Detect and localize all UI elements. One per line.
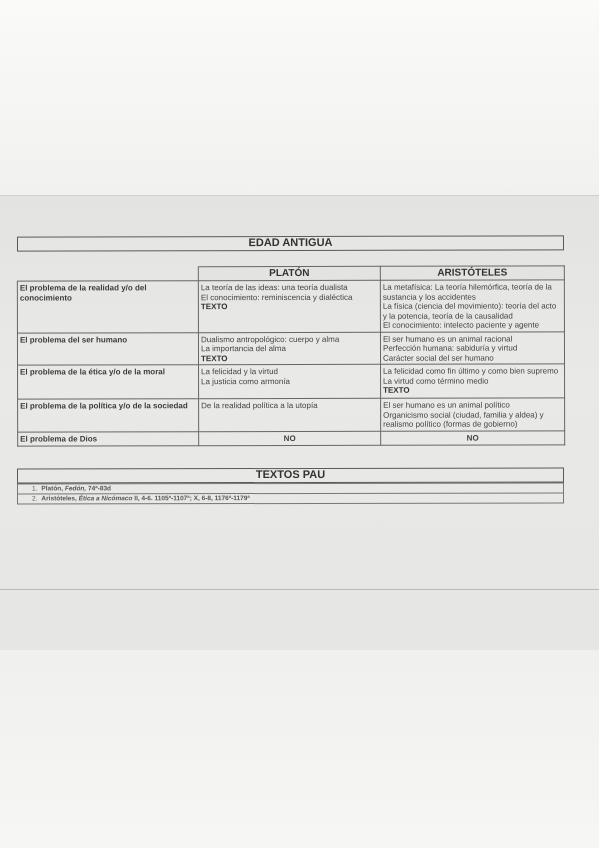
table-corner [17,267,198,281]
cell-line: El conocimiento: intelecto paciente y agente [382,320,540,330]
cell-line: La física (ciencia del movimiento): teoría del acto y la potencia, teoría de la causalidad [382,301,557,321]
cell-line: NO [466,433,479,443]
cell-line: El ser humano es un animal político [383,400,510,410]
table-row [17,280,564,333]
cell-line: La felicidad como fin último y como bien supremo [383,366,559,376]
cell-aristoteles [381,430,565,444]
texts-body [17,483,563,504]
texto-marker: TEXTO [200,353,228,363]
reference-num: 2. [32,495,38,503]
table-body [17,280,564,446]
texts-heading: TEXTOS PAU [17,468,564,484]
cell-platon [199,431,381,445]
cell-aristoteles [380,280,564,332]
column-header-platon: PLATÓN [198,266,380,280]
column-header-aristoteles: ARISTÓTELES [380,266,564,280]
cell-line: La virtud como término medio [383,376,489,386]
reference-work: Fedón, [64,485,87,493]
cell-platon [198,280,380,332]
texts-list [17,483,564,505]
table-header-row [17,266,564,281]
list-item [18,493,564,504]
cell-line: De la realidad política a la utopía [201,400,318,411]
problem-label: El problema de la ética y/o de la moral [18,365,199,399]
background-bottom [0,650,599,848]
cell-line: La felicidad y la virtud [201,367,278,377]
cell-line: El ser humano es un animal racional [382,334,513,344]
problem-label: El problema de Dios [18,431,199,445]
cell-aristoteles [381,398,565,431]
cell-line: La teoría de las ideas: una teoría dualista [200,282,348,293]
reference-work: Ética a Nicómaco [78,495,133,503]
reference-ref: II, 4-6. 1105ª-1107ª; X, 6-8, 1176ª-1179ª [134,495,250,503]
text-reference [18,493,564,504]
cell-line: La importancia del alma [200,344,286,354]
problem-label: El problema del ser humano [17,332,198,365]
table-row [18,364,565,399]
reference-author: Platón, [41,485,64,493]
cell-line: La justicia como armonía [201,376,290,386]
cell-platon [198,332,380,365]
background-top [0,0,599,196]
problem-label: El problema de la política y/o de la sociedad [18,399,199,432]
cell-line: El conocimiento: reminiscencia y dialéctica [200,292,353,302]
page-title: EDAD ANTIGUA [17,235,564,251]
table-row [18,398,565,432]
philosophy-table [17,265,565,446]
cell-aristoteles [380,331,564,364]
texto-marker: TEXTO [200,302,228,312]
reference-author: Aristóteles, [41,495,77,503]
cell-line: NO [283,433,296,443]
problem-label: El problema de la realidad y/o del conocimiento [17,281,198,333]
cell-line: Perfección humana: sabiduría y virtud [382,343,518,353]
cell-line: Organicismo social (ciudad, familia y aldea) y realismo político (formas de gobierno) [383,409,544,429]
paper-fold-line [0,589,599,590]
cell-line: La metafísica: La teoría hilemórfica, teoría de la sustancia y los accidentes [382,282,552,302]
table-row [18,430,565,445]
reference-ref: 74ª-83d [88,485,112,493]
cell-line: Carácter social del ser humano [382,353,494,363]
cell-platon [199,364,381,398]
table-row [17,331,564,365]
texto-marker: TEXTO [383,385,410,395]
cell-platon [199,398,381,431]
reference-num: 1. [31,485,38,493]
cell-aristoteles [381,364,565,398]
cell-line: Dualismo antropológico: cuerpo y alma [200,334,340,344]
